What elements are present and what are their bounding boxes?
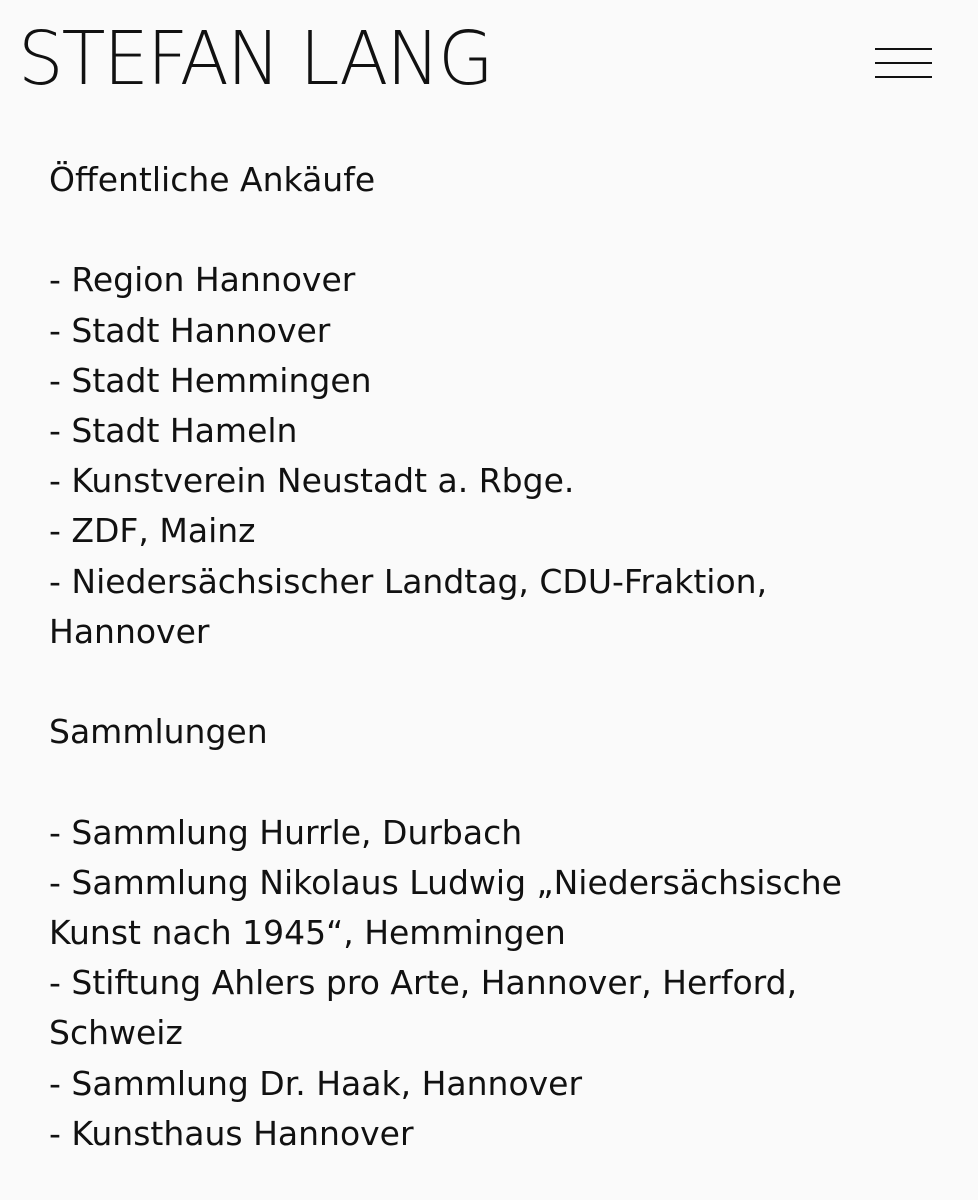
list-item: - Kunsthaus Hannover bbox=[49, 1113, 414, 1153]
section-heading: Öffentliche Ankäufe bbox=[49, 160, 376, 199]
entry-list bbox=[49, 808, 929, 1159]
entry-list bbox=[49, 255, 929, 657]
section-sammlungen bbox=[49, 707, 929, 1159]
section-heading: Sammlungen bbox=[49, 712, 268, 752]
list-item: - Stadt Hannover bbox=[49, 310, 331, 350]
section-oeffentliche-ankaeufe bbox=[49, 155, 929, 657]
list-item: - Region Hannover bbox=[49, 260, 356, 300]
menu-line bbox=[875, 48, 932, 50]
list-item: - Stiftung Ahlers pro Arte, Hannover, Herford, Schweiz bbox=[49, 963, 798, 1053]
list-item: - Stadt Hameln bbox=[49, 411, 298, 450]
list-item: - Sammlung Hurrle, Durbach bbox=[49, 812, 523, 852]
site-logo[interactable]: STEFAN LANG bbox=[18, 16, 492, 102]
list-item: - Kunstverein Neustadt a. Rbge. bbox=[49, 461, 575, 501]
page-content bbox=[49, 155, 929, 1159]
list-item: - Sammlung Nikolaus Ludwig „Niedersächsische Kunst nach 1945“, Hemmingen bbox=[49, 862, 842, 952]
list-item: - Sammlung Dr. Haak, Hannover bbox=[49, 1063, 583, 1103]
hamburger-menu-icon[interactable] bbox=[868, 40, 938, 88]
list-item: - ZDF, Mainz bbox=[49, 511, 256, 551]
list-item: - Stadt Hemmingen bbox=[49, 360, 372, 400]
menu-line bbox=[875, 76, 932, 78]
menu-line bbox=[875, 62, 932, 64]
list-item: - Niedersächsischer Landtag, CDU-Fraktion, Hannover bbox=[49, 561, 768, 651]
site-header bbox=[0, 0, 978, 120]
